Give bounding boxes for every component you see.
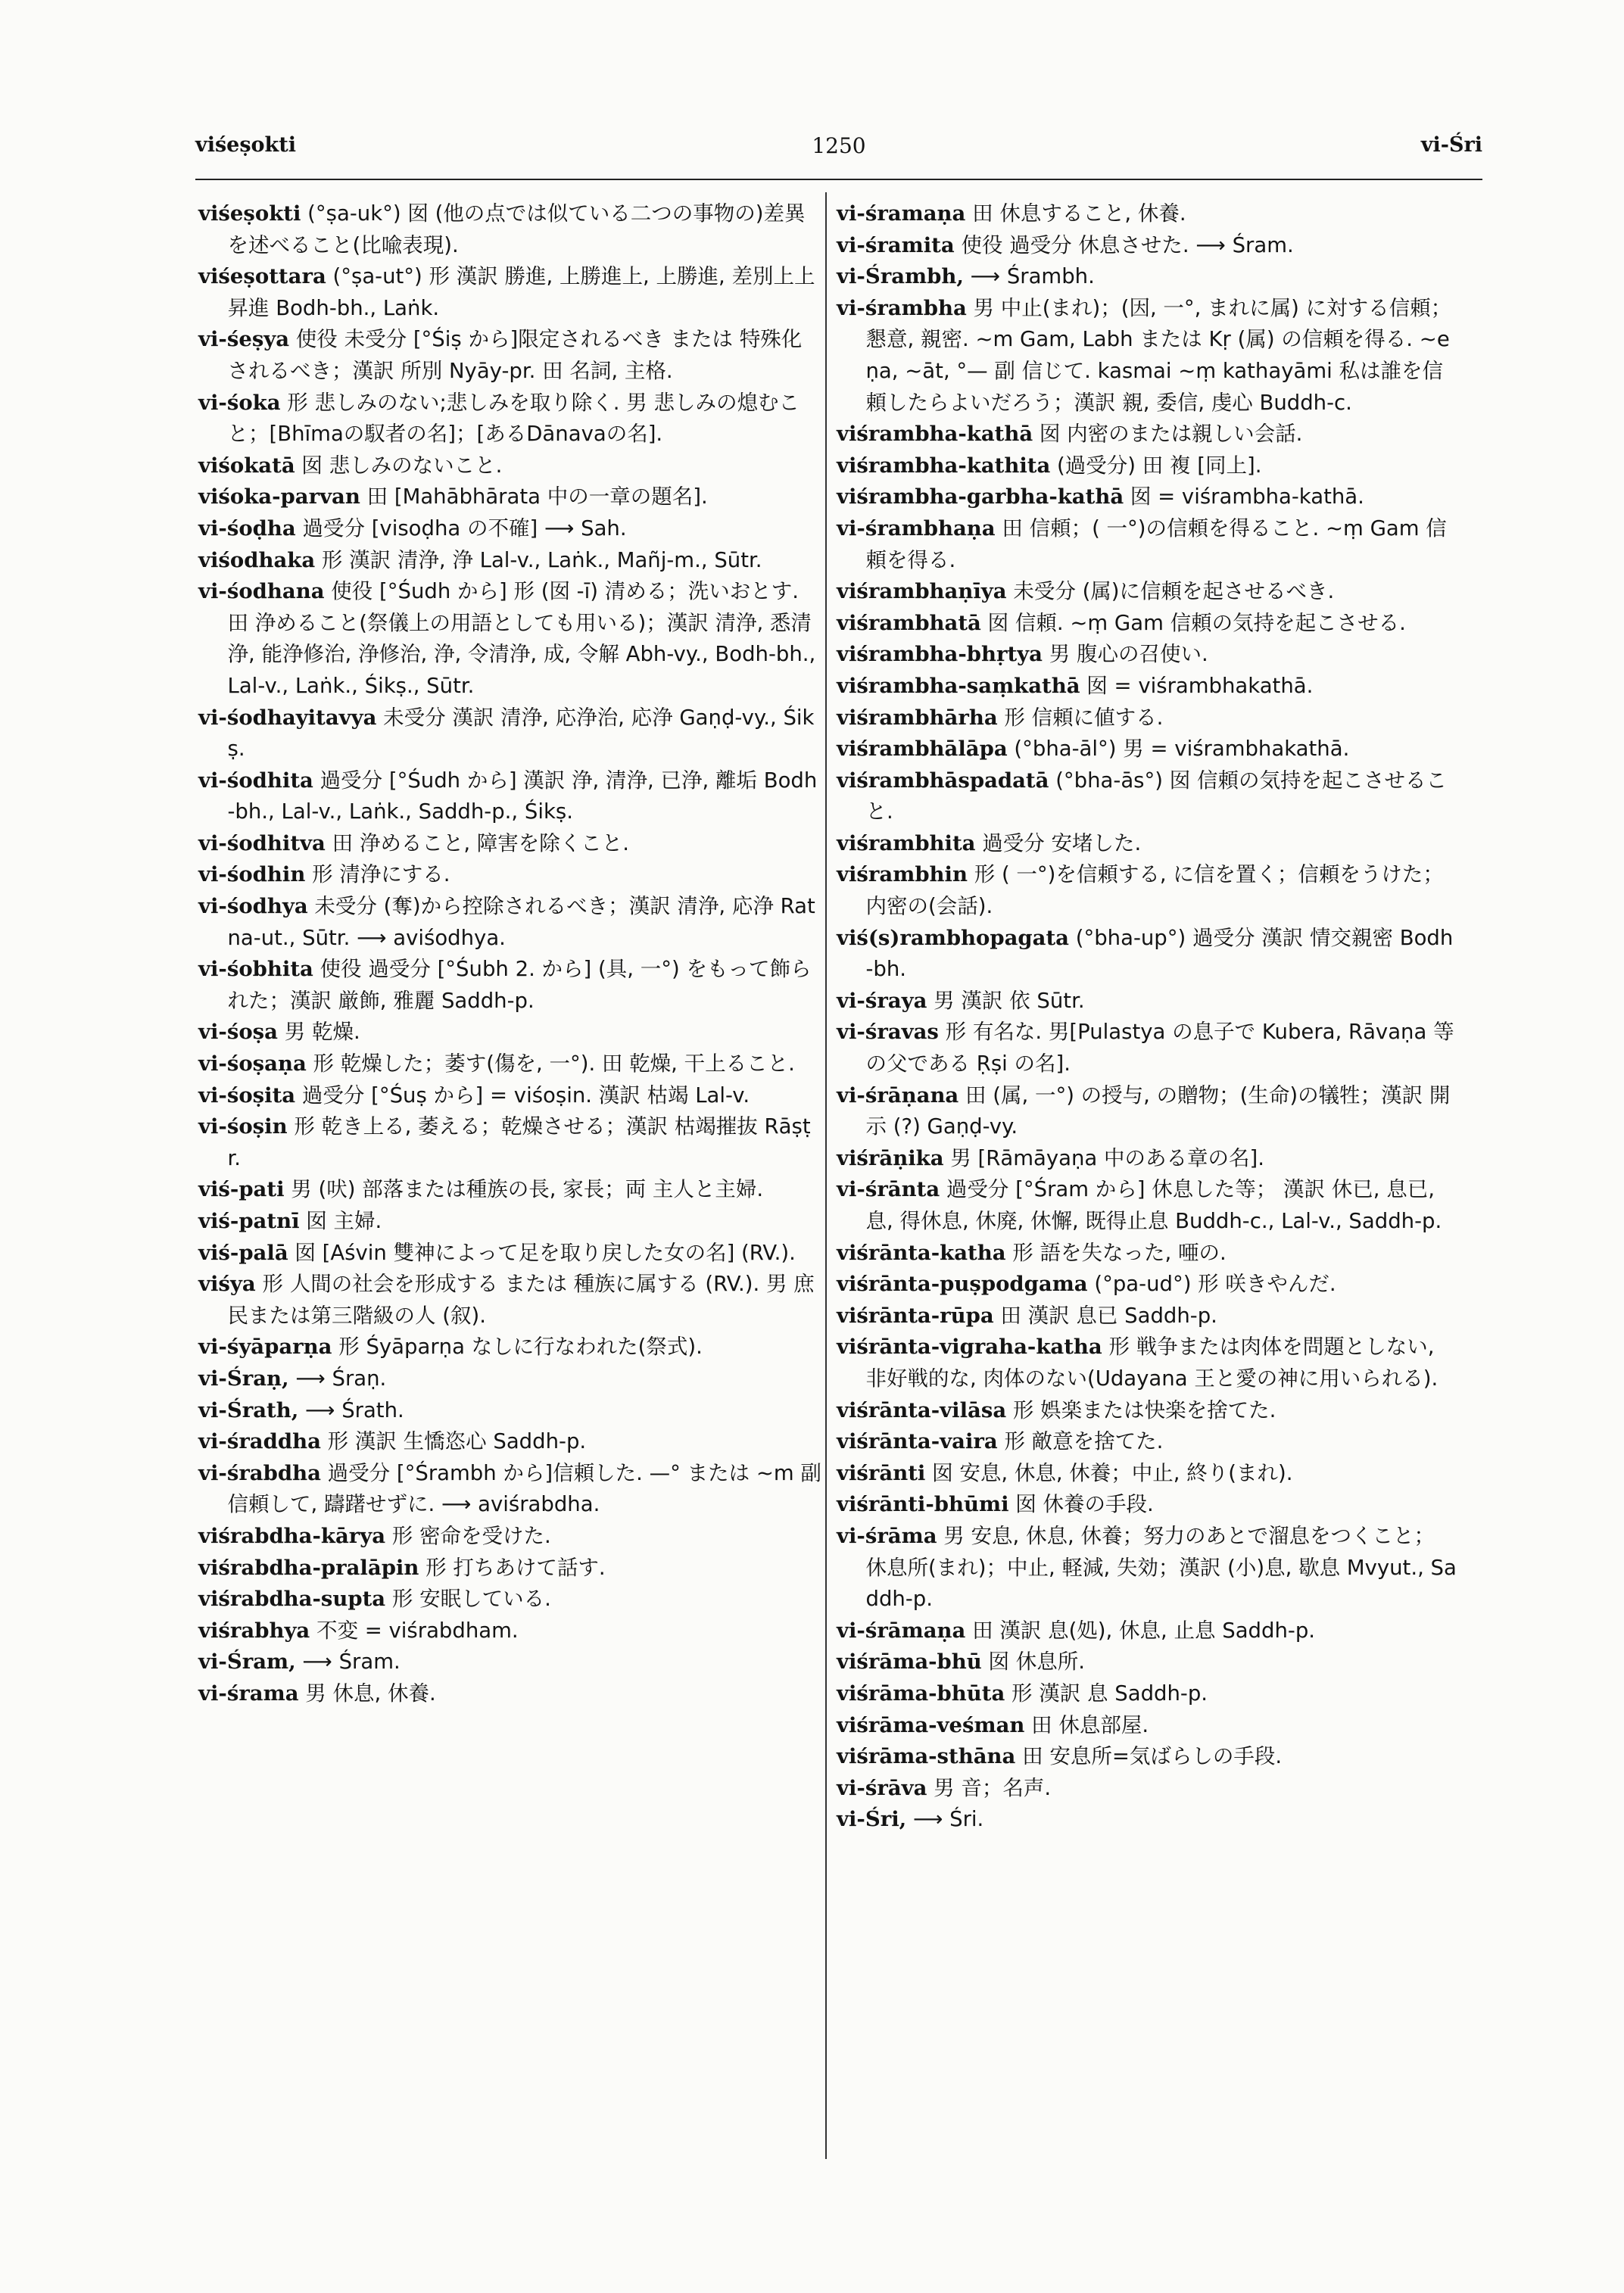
page-header bbox=[195, 133, 1482, 171]
dictionary-entry bbox=[837, 734, 1460, 765]
dictionary-entry bbox=[198, 765, 822, 828]
dictionary-entry bbox=[198, 1395, 822, 1427]
entry-definition: 囡 安息, 休息, 休養；中止, 終り(まれ). bbox=[925, 1460, 1293, 1485]
dictionary-entry bbox=[198, 859, 822, 891]
entry-definition: 形 漢訳 清浄, 浄 Lal-v., Laṅk., Mañj-m., Sūtr. bbox=[315, 547, 762, 572]
entry-definition: 田 休息部屋. bbox=[1024, 1712, 1149, 1737]
entry-definition: 囡 休息所. bbox=[981, 1650, 1085, 1675]
entry-definition: 形 乾き上る, 萎える；乾燥させる；漢訳 枯竭摧抜 Rāṣṭr. bbox=[227, 1114, 811, 1170]
entry-definition: 囡 休養の手段. bbox=[1008, 1492, 1154, 1517]
entry-headword: viśrāma-bhū bbox=[837, 1650, 982, 1675]
entry-headword: vi-Śram, bbox=[198, 1650, 296, 1675]
dictionary-entry bbox=[837, 293, 1460, 419]
left-column bbox=[198, 198, 822, 1710]
entry-definition: 田 安息所=気ばらしの手段. bbox=[1015, 1744, 1283, 1769]
entry-headword: viśrāma-sthāna bbox=[837, 1744, 1016, 1769]
entry-headword: viśrānta-rūpa bbox=[837, 1303, 994, 1328]
dictionary-entry bbox=[198, 1678, 822, 1710]
dictionary-entry bbox=[198, 324, 822, 387]
dictionary-entry bbox=[198, 891, 822, 954]
dictionary-entry bbox=[198, 1553, 822, 1584]
entry-headword: viśodhaka bbox=[198, 547, 316, 572]
dictionary-entry bbox=[837, 1710, 1460, 1742]
entry-headword: viśrambhāspadatā bbox=[837, 768, 1049, 793]
entry-definition: 田 漢訳 息(処), 休息, 止息 Saddh-p. bbox=[965, 1618, 1316, 1643]
entry-headword: vi-śrāva bbox=[837, 1775, 927, 1800]
dictionary-entry bbox=[837, 1647, 1460, 1678]
dictionary-entry bbox=[198, 198, 822, 261]
entry-headword: vi-śrāma bbox=[837, 1523, 937, 1548]
entry-definition: 囡 主婦. bbox=[299, 1209, 382, 1233]
dictionary-entry bbox=[837, 1489, 1460, 1521]
entry-headword: vi-śrānta bbox=[837, 1177, 940, 1202]
entry-definition: 囡 内密のまたは親しい会話. bbox=[1033, 422, 1303, 447]
entry-headword: vi-śraddha bbox=[198, 1429, 321, 1454]
entry-definition: 男 安息, 休息, 休養；努力のあとで溜息をつくこと； 休息所(まれ)；中止, 軽減, 失効；漢訳 (小)息, 歇息 Mvyut., Saddh-p. bbox=[865, 1523, 1457, 1612]
dictionary-entry bbox=[198, 1111, 822, 1174]
dictionary-entry bbox=[837, 1395, 1460, 1427]
entry-headword: vi-Śraṇ, bbox=[198, 1366, 289, 1391]
entry-definition: ⟶ Śrath. bbox=[298, 1397, 404, 1422]
entry-definition: 形 ( 一°)を信頼する, に信を置く；信頼をうけた；内密の(会話). bbox=[865, 862, 1444, 919]
dictionary-entry bbox=[837, 1426, 1460, 1458]
entry-definition: (°pa-ud°) 形 咲きやんだ. bbox=[1087, 1272, 1336, 1297]
dictionary-entry bbox=[837, 198, 1460, 230]
dictionary-entry bbox=[837, 1615, 1460, 1647]
entry-definition: 使役 過受分 [°Śubh 2. から] (具, 一°) をもって飾られた；漢訳 厳飾, 雅麗 Saddh-p. bbox=[227, 957, 812, 1013]
entry-headword: viśeṣottara bbox=[198, 264, 326, 289]
dictionary-entry bbox=[198, 388, 822, 450]
entry-definition: 形 漢訳 生憍恣心 Saddh-p. bbox=[320, 1429, 587, 1454]
entry-definition: 形 打ちあけて話す. bbox=[419, 1555, 606, 1580]
dictionary-entry bbox=[198, 954, 822, 1017]
entry-definition: (°ṣa-uk°) 囡 (他の点では似ている二つの事物の)差異を述べること(比喩表現). bbox=[227, 201, 806, 257]
entry-definition: ⟶ Śram. bbox=[295, 1650, 401, 1675]
entry-definition: 男 (吠) 部落または種族の長, 家長；両 主人と主婦. bbox=[284, 1177, 764, 1202]
dictionary-entry bbox=[837, 1521, 1460, 1615]
entry-definition: 田 漢訳 息已 Saddh-p. bbox=[993, 1303, 1217, 1328]
entry-definition: 形 信頼に値する. bbox=[997, 705, 1164, 730]
entry-definition: 田 信頼；( 一°)の信頼を得ること. ~ṃ Gam 信頼を得る. bbox=[865, 516, 1447, 572]
entry-headword: viśrambha-saṃkathā bbox=[837, 673, 1080, 698]
entry-headword: viśrāṇika bbox=[837, 1145, 944, 1170]
entry-definition: 形 人間の社会を形成する または 種族に属する (RV.). 男 庶民または第三階級の人 (叙). bbox=[227, 1272, 815, 1328]
entry-definition: 形 娯楽または快楽を捨てた. bbox=[1006, 1397, 1276, 1422]
entry-headword: vi-śramaṇa bbox=[837, 201, 966, 226]
entry-headword: vi-śoṣita bbox=[198, 1083, 296, 1108]
entry-headword: viśrabhya bbox=[198, 1618, 310, 1643]
entry-headword: vi-Śri, bbox=[837, 1807, 907, 1832]
entry-headword: viśrānti-bhūmi bbox=[837, 1492, 1009, 1517]
entry-headword: vi-śrambha bbox=[837, 295, 967, 320]
entry-headword: viś-pati bbox=[198, 1177, 285, 1202]
entry-definition: 形 Śyāparṇa なしに行なわれた(祭式). bbox=[332, 1335, 703, 1360]
entry-definition: 囡 = viśrambha-kathā. bbox=[1124, 484, 1364, 509]
entry-headword: viśrāma-veśman bbox=[837, 1712, 1025, 1737]
entry-definition: ⟶ Śri. bbox=[906, 1807, 984, 1832]
dictionary-entry bbox=[198, 1174, 822, 1206]
entry-headword: viśrambhaṇīya bbox=[837, 579, 1007, 604]
entry-definition: (過受分) 田 複 [同上]. bbox=[1050, 453, 1262, 478]
entry-headword: vi-śrāṇana bbox=[837, 1083, 959, 1108]
column-divider bbox=[825, 192, 827, 2159]
entry-headword: viśokatā bbox=[198, 453, 295, 478]
entry-definition: 過受分 [°Śudh から] 漢訳 浄, 清浄, 已浄, 離垢 Bodh-bh., Lal-v., Laṅk., Saddh-p., Śikṣ. bbox=[227, 768, 818, 824]
entry-definition: 未受分 (奪)から控除されるべき；漢訳 清浄, 応浄 Ratna-ut., Sūtr. ⟶ aviśodhya. bbox=[227, 894, 815, 950]
dictionary-entry bbox=[198, 1206, 822, 1238]
dictionary-entry bbox=[837, 1143, 1460, 1175]
dictionary-entry bbox=[837, 230, 1460, 262]
entry-headword: viśrānta-vigraha-katha bbox=[837, 1335, 1102, 1360]
dictionary-entry bbox=[837, 261, 1460, 293]
entry-definition: (°ṣa-ut°) 形 漢訳 勝進, 上勝進上, 上勝進, 差別上上昇進 Bodh-bh., Laṅk. bbox=[227, 264, 815, 320]
entry-definition: 形 語を失なった, 唖の. bbox=[1005, 1240, 1227, 1265]
dictionary-entry bbox=[198, 1080, 822, 1112]
entry-definition: 不変 = viśrabdham. bbox=[310, 1618, 519, 1643]
entry-headword: viśrānta-puṣpodgama bbox=[837, 1272, 1088, 1297]
dictionary-entry bbox=[837, 1238, 1460, 1270]
entry-headword: viśrabdha-pralāpin bbox=[198, 1555, 419, 1580]
entry-definition: 囡 悲しみのないこと. bbox=[295, 453, 503, 478]
dictionary-entry bbox=[198, 261, 822, 324]
entry-headword: vi-śodhitva bbox=[198, 830, 326, 855]
entry-headword: vi-śrāmaṇa bbox=[837, 1618, 966, 1643]
dictionary-entry bbox=[198, 1647, 822, 1678]
dictionary-entry bbox=[198, 703, 822, 765]
entry-definition: 形 有名な. 男[Pulastya の息子で Kubera, Rāvaṇa 等の父である Ṛṣi の名]. bbox=[865, 1020, 1454, 1076]
entry-headword: vi-Śrath, bbox=[198, 1397, 299, 1422]
entry-definition: 形 清浄にする. bbox=[305, 862, 450, 887]
dictionary-entry bbox=[198, 1426, 822, 1458]
dictionary-entry bbox=[837, 513, 1460, 576]
entry-headword: viśrānta-vaira bbox=[837, 1429, 998, 1454]
dictionary-entry bbox=[837, 1269, 1460, 1301]
entry-definition: 過受分 [°Śuṣ から] = viśoṣin. 漢訳 枯竭 Lal-v. bbox=[295, 1083, 750, 1108]
entry-definition: (°bha-āl°) 男 = viśrambhakathā. bbox=[1007, 737, 1350, 762]
entry-headword: vi-śramita bbox=[837, 232, 955, 257]
dictionary-entry bbox=[198, 1269, 822, 1332]
entry-headword: viśrambhārha bbox=[837, 705, 998, 730]
header-rule bbox=[195, 179, 1482, 180]
entry-definition: 囡 信頼. ~ṃ Gam 信頼の気持を起こさせる. bbox=[980, 610, 1406, 635]
entry-headword: viśrambha-kathita bbox=[837, 453, 1051, 478]
entry-definition: 形 悲しみのない;悲しみを取り除く. 男 悲しみの熄むこと；[Bhīmaの馭者の名]；[あるDānavaの名]. bbox=[227, 390, 800, 447]
entry-definition: 形 安眠している. bbox=[385, 1587, 551, 1612]
entry-definition: (°bha-ās°) 囡 信頼の気持を起こさせること. bbox=[865, 768, 1447, 824]
entry-headword: vi-śoṣa bbox=[198, 1020, 278, 1045]
dictionary-entry bbox=[837, 608, 1460, 640]
entry-headword: viśrambhita bbox=[837, 830, 976, 855]
entry-definition: 過受分 [°Śrambh から]信頼した. —° または ~m 副 信頼して, 躊躇せずに. ⟶ aviśrabdha. bbox=[227, 1460, 821, 1517]
entry-definition: 囡 [Aśvin 雙神によって足を取り戻した女の名] (RV.). bbox=[288, 1240, 796, 1265]
entry-definition: 田 (属, 一°) の授与, の贈物；(生命)の犠牲；漢訳 開示 (?) Gaṇḍ-vy. bbox=[865, 1083, 1451, 1139]
entry-headword: viśrambhālāpa bbox=[837, 737, 1008, 762]
entry-definition: 男 漢訳 依 Sūtr. bbox=[927, 988, 1085, 1013]
dictionary-entry bbox=[198, 513, 822, 545]
entry-definition: 男 中止(まれ)；(因, 一°, まれに属) に対する信頼；懇意, 親密. ~m Gam, Labh または Kṛ (属) の信頼を得る. ~eṇa, ~āt, °— 副 信じて. kasmai ~ṃ kathayāmi 私は誰を信頼したらよいだろう；漢訳 親, 委信, 虔心 Buddh-c. bbox=[865, 295, 1452, 415]
entry-headword: viśrabdha-supta bbox=[198, 1587, 386, 1612]
entry-definition: 田 [Mahābhārata 中の一章の題名]. bbox=[360, 484, 708, 509]
entry-headword: vi-śrabdha bbox=[198, 1460, 321, 1485]
entry-headword: vi-śodhita bbox=[198, 768, 313, 793]
dictionary-entry bbox=[837, 671, 1460, 703]
entry-headword: viśoka-parvan bbox=[198, 484, 360, 509]
entry-headword: viśrambha-kathā bbox=[837, 422, 1033, 447]
entry-headword: vi-śrama bbox=[198, 1681, 299, 1706]
entry-definition: 男 休息, 休養. bbox=[298, 1681, 436, 1706]
entry-headword: viśrambha-garbha-kathā bbox=[837, 484, 1124, 509]
entry-definition: 使役 未受分 [°Śiṣ から]限定されるべき または 特殊化されるべき；漢訳 所別 Nyāy-pr. 田 名詞, 主格. bbox=[227, 327, 803, 383]
dictionary-entry bbox=[837, 1773, 1460, 1805]
entry-headword: vi-śodhayitavya bbox=[198, 705, 377, 730]
entry-definition: 形 乾燥した；萎す(傷を, 一°). 田 乾燥, 干上ること. bbox=[306, 1051, 795, 1076]
dictionary-entry bbox=[837, 576, 1460, 608]
entry-headword: viśrambhin bbox=[837, 862, 968, 887]
entry-definition: 過受分 [°Śram から] 休息した等； 漢訳 休已, 息已, 息, 得休息, 休廃, 休懈, 既得止息 Buddh-c., Lal-v., Saddh-p. bbox=[865, 1177, 1442, 1233]
dictionary-entry bbox=[198, 1332, 822, 1363]
entry-headword: viśrambha-bhṛtya bbox=[837, 642, 1043, 667]
entry-headword: viśrabdha-kārya bbox=[198, 1523, 386, 1548]
dictionary-entry bbox=[837, 1017, 1460, 1080]
entry-definition: 田 休息すること, 休養. bbox=[965, 201, 1186, 226]
dictionary-entry bbox=[837, 986, 1460, 1017]
dictionary-entry bbox=[837, 1741, 1460, 1773]
entry-headword: vi-śodhana bbox=[198, 579, 325, 604]
entry-headword: viś-palā bbox=[198, 1240, 288, 1265]
entry-definition: 形 戦争または肉体を問題としない, 非好戦的な, 肉体のない(Udayana 王と愛の神に用いられる). bbox=[865, 1335, 1439, 1391]
entry-headword: vi-śoṣin bbox=[198, 1114, 288, 1139]
entry-definition: ⟶ Śraṇ. bbox=[288, 1366, 387, 1391]
dictionary-entry bbox=[198, 1521, 822, 1553]
dictionary-entry bbox=[837, 859, 1460, 922]
entry-definition: 男 乾燥. bbox=[277, 1020, 360, 1045]
dictionary-entry bbox=[198, 576, 822, 702]
dictionary-entry bbox=[837, 1174, 1460, 1237]
dictionary-entry bbox=[837, 828, 1460, 860]
entry-headword: vi-śoḍha bbox=[198, 516, 296, 541]
entry-headword: vi-Śrambh, bbox=[837, 264, 964, 289]
entry-definition: 形 敵意を捨てた. bbox=[997, 1429, 1164, 1454]
dictionary-entry bbox=[837, 1332, 1460, 1394]
dictionary-entry bbox=[837, 419, 1460, 450]
entry-definition: 囡 = viśrambhakathā. bbox=[1080, 673, 1314, 698]
entry-definition: 使役 過受分 休息させた. ⟶ Śram. bbox=[954, 232, 1294, 257]
entry-headword: vi-śodhya bbox=[198, 894, 308, 919]
entry-definition: 過受分 [visoḍha の不確] ⟶ Sah. bbox=[295, 516, 627, 541]
entry-headword: viś-patnī bbox=[198, 1209, 300, 1233]
dictionary-entry bbox=[837, 481, 1460, 513]
dictionary-entry bbox=[198, 1615, 822, 1647]
dictionary-entry bbox=[837, 450, 1460, 482]
entry-headword: vi-śodhin bbox=[198, 862, 306, 887]
right-column bbox=[837, 198, 1460, 1836]
dictionary-entry bbox=[198, 1017, 822, 1048]
entry-definition: 男 音；名声. bbox=[927, 1775, 1052, 1800]
entry-headword: vi-śoṣaṇa bbox=[198, 1051, 307, 1076]
dictionary-entry bbox=[837, 1301, 1460, 1332]
dictionary-entry bbox=[837, 1804, 1460, 1836]
dictionary-entry bbox=[198, 1458, 822, 1521]
entry-headword: viśeṣokti bbox=[198, 201, 301, 226]
dictionary-entry bbox=[837, 1678, 1460, 1710]
entry-headword: vi-śobhita bbox=[198, 957, 313, 982]
dictionary-entry bbox=[198, 545, 822, 577]
page-number: 1250 bbox=[812, 133, 866, 158]
entry-definition: ⟶ Śrambh. bbox=[963, 264, 1095, 289]
entry-headword: viś(s)rambhopagata bbox=[837, 925, 1069, 950]
running-head-right: vi-Śri bbox=[1420, 133, 1482, 157]
dictionary-entry bbox=[837, 923, 1460, 986]
dictionary-entry bbox=[198, 481, 822, 513]
dictionary-entry bbox=[198, 1584, 822, 1615]
entry-headword: viśrānti bbox=[837, 1460, 926, 1485]
entry-definition: 形 漢訳 息 Saddh-p. bbox=[1005, 1681, 1208, 1706]
entry-definition: 男 腹心の召使い. bbox=[1042, 642, 1208, 667]
dictionary-entry bbox=[837, 1080, 1460, 1143]
entry-definition: 使役 [°Śudh から] 形 (囡 -ī) 清める；洗いおとす. 田 浄めること(祭儀上の用語としても用いる)；漢訳 清浄, 悉清浄, 能浄修治, 浄修治, 浄, 令清浄, 成, 令解 Abh-vy., Bodh-bh., Lal-v., Laṅk., Śikṣ., Sūtr. bbox=[227, 579, 816, 698]
entry-headword: vi-śrambhaṇa bbox=[837, 516, 996, 541]
entry-headword: viśrambhatā bbox=[837, 610, 981, 635]
entry-headword: viśrānta-katha bbox=[837, 1240, 1006, 1265]
entry-headword: viśrāma-bhūta bbox=[837, 1681, 1005, 1706]
entry-definition: (°bha-up°) 過受分 漢訳 情交親密 Bodh-bh. bbox=[865, 925, 1454, 982]
dictionary-entry bbox=[837, 703, 1460, 734]
dictionary-entry bbox=[198, 450, 822, 482]
entry-headword: vi-śeṣya bbox=[198, 327, 290, 352]
dictionary-entry bbox=[837, 1458, 1460, 1490]
entry-headword: viśrānta-vilāsa bbox=[837, 1397, 1007, 1422]
dictionary-entry bbox=[198, 1363, 822, 1395]
dictionary-entry bbox=[198, 1048, 822, 1080]
entry-definition: 男 [Rāmāyaṇa 中のある章の名]. bbox=[943, 1145, 1264, 1170]
entry-definition: 未受分 漢訳 清浄, 応浄治, 応浄 Gaṇḍ-vy., Śikṣ. bbox=[227, 705, 815, 762]
entry-headword: vi-śraya bbox=[837, 988, 927, 1013]
dictionary-entry bbox=[198, 828, 822, 860]
running-head-left: viśeṣokti bbox=[195, 133, 296, 157]
entry-definition: 過受分 安堵した. bbox=[975, 830, 1142, 855]
dictionary-entry bbox=[837, 765, 1460, 828]
dictionary-entry bbox=[198, 1238, 822, 1270]
dictionary-entry bbox=[837, 639, 1460, 671]
entry-headword: vi-śoka bbox=[198, 390, 281, 415]
entry-definition: 形 密命を受けた. bbox=[385, 1523, 551, 1548]
entry-headword: vi-śravas bbox=[837, 1020, 939, 1045]
entry-definition: 未受分 (属)に信頼を起させるべき. bbox=[1006, 579, 1335, 604]
entry-headword: viśya bbox=[198, 1272, 256, 1297]
entry-definition: 田 浄めること, 障害を除くこと. bbox=[325, 830, 630, 855]
entry-headword: vi-śyāparṇa bbox=[198, 1335, 332, 1360]
